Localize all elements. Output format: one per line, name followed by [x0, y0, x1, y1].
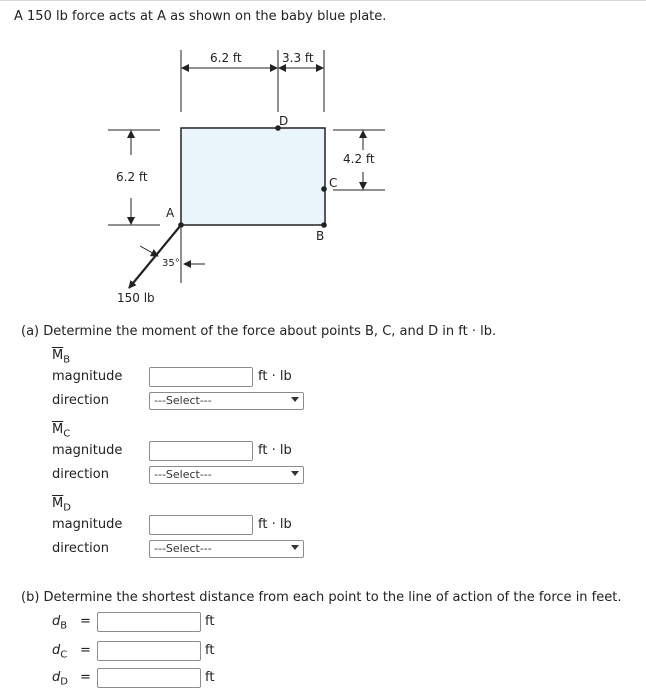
part-b-question: (b) Determine the shortest distance from each point to the line of action of the force in feet.	[21, 590, 622, 605]
force-label: 150 lb	[117, 291, 155, 305]
figure	[0, 0, 646, 320]
angle-label: 35°	[162, 258, 180, 269]
moment-d-unit: ft · lb	[258, 517, 292, 532]
distance-c-equals: =	[80, 643, 91, 658]
moment-b-magnitude-input[interactable]	[149, 367, 253, 387]
dim-left-height-label: 6.2 ft	[116, 170, 148, 184]
moment-d-select-value: ---Select---	[154, 542, 212, 555]
moment-c-direction-label: direction	[52, 467, 109, 482]
distance-d-equals: =	[80, 670, 91, 685]
moment-b-symbol: $\overline{M}_B$	[52, 348, 71, 366]
moment-d-magnitude-input[interactable]	[149, 515, 253, 535]
distance-d-input[interactable]	[97, 668, 201, 688]
point-a-label: A	[166, 206, 175, 220]
distance-c-unit: ft	[205, 643, 215, 658]
problem-prompt: A 150 lb force acts at A as shown on the baby blue plate.	[14, 9, 387, 24]
moment-c-unit: ft · lb	[258, 443, 292, 458]
moment-d-symbol: $\overline{M}_D$	[52, 496, 71, 514]
moment-b-unit: ft · lb	[258, 369, 292, 384]
distance-b-symbol: $d_B$	[52, 614, 68, 632]
dim-top-width-label: 6.2 ft	[210, 51, 242, 65]
dim-top-offset-label: 3.3 ft	[282, 51, 314, 65]
chevron-down-icon	[291, 545, 299, 550]
point-c-label: C	[329, 176, 338, 190]
distance-b-unit: ft	[205, 614, 215, 629]
plate	[181, 128, 325, 225]
force-vector	[129, 225, 181, 288]
moment-d-magnitude-label: magnitude	[52, 517, 123, 532]
chevron-down-icon	[291, 397, 299, 402]
distance-d-unit: ft	[205, 670, 215, 685]
distance-d-symbol: $d_D$	[52, 670, 68, 688]
chevron-down-icon	[291, 471, 299, 476]
moment-d-direction-select[interactable]	[149, 540, 304, 558]
distance-b-equals: =	[80, 614, 91, 629]
distance-c-input[interactable]	[97, 641, 201, 661]
moment-d-direction-label: direction	[52, 541, 109, 556]
moment-b-select-value: ---Select---	[154, 394, 212, 407]
point-c-dot	[321, 186, 327, 192]
moment-b-magnitude-label: magnitude	[52, 369, 123, 384]
point-d-label: D	[279, 114, 289, 128]
moment-c-direction-select[interactable]	[149, 466, 304, 484]
moment-c-magnitude-label: magnitude	[52, 443, 123, 458]
distance-b-input[interactable]	[97, 612, 201, 632]
angle-arrow-left	[140, 246, 158, 256]
part-a-question: (a) Determine the moment of the force about points B, C, and D in ft · lb.	[21, 324, 497, 339]
point-b-label: B	[316, 229, 325, 243]
moment-c-symbol: $\overline{M}_C$	[52, 422, 71, 440]
dim-right-height-label: 4.2 ft	[343, 152, 375, 166]
moment-c-select-value: ---Select---	[154, 468, 212, 481]
moment-c-magnitude-input[interactable]	[149, 441, 253, 461]
point-b-dot	[321, 222, 327, 228]
distance-c-symbol: $d_C$	[52, 643, 68, 661]
moment-b-direction-label: direction	[52, 393, 109, 408]
moment-b-direction-select[interactable]	[149, 392, 304, 410]
